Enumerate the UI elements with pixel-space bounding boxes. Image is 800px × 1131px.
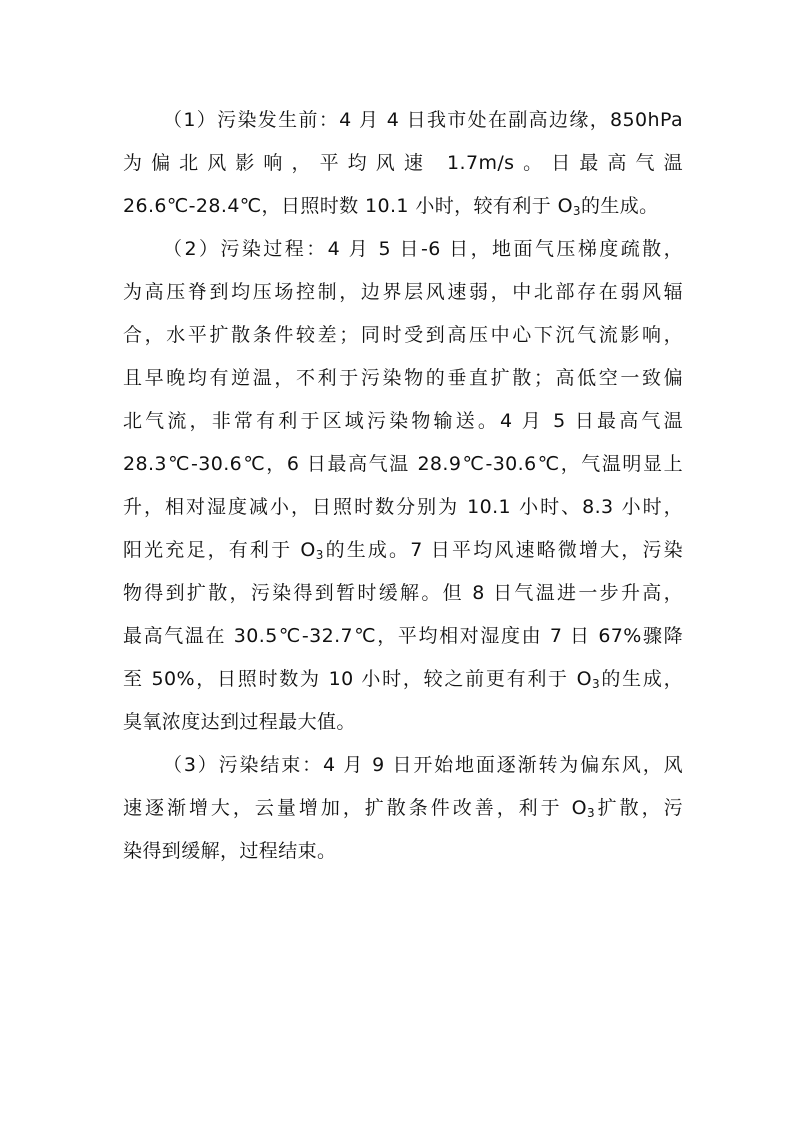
subscript-3: 3 [572, 204, 581, 218]
paragraph-2-line-2: 为高压脊到均压场控制，边界层风速弱，中北部存在弱风辐 [123, 281, 683, 303]
subscript-3: 3 [587, 806, 596, 820]
paragraph-2-line-7: 升，相对湿度减小，日照时数分别为 10.1 小时、8.3 小时， [123, 496, 683, 518]
paragraph-2-line-10: 最高气温在 30.5℃-32.7℃，平均相对湿度由 7 日 67%骤降 [123, 625, 683, 647]
paragraph-2-line-9: 物得到扩散，污染得到暂时缓解。但 8 日气温进一步升高， [123, 582, 683, 604]
paragraph-2-line-4: 且早晚均有逆温，不利于污染物的垂直扩散；高低空一致偏 [123, 367, 683, 389]
paragraph-2-line-6: 28.3℃-30.6℃，6 日最高气温 28.9℃-30.6℃，气温明显上 [123, 453, 683, 475]
paragraph-1-line-2: 为偏北风影响，平均风速 1.7m/s。日最高气温 [123, 152, 683, 174]
paragraph-2-line-5: 北气流，非常有利于区域污染物输送。4 月 5 日最高气温 [123, 410, 683, 432]
subscript-3: 3 [591, 677, 600, 691]
paragraph-3-line-1: （3）污染结束：4 月 9 日开始地面逐渐转为偏东风，风 [163, 754, 683, 776]
paragraph-2-line-1: （2）污染过程：4 月 5 日-6 日，地面气压梯度疏散， [163, 238, 683, 260]
paragraph-1-line-1: （1）污染发生前：4 月 4 日我市处在副高边缘，850hPa [163, 109, 683, 131]
paragraph-2-line-8: 阳光充足，有利于 $O_3$的生成。7 日平均风速略微增大，污染 [123, 539, 683, 562]
paragraph-3-line-2: 速逐渐增大，云量增加，扩散条件改善，利于 $O_3$扩散，污 [123, 797, 683, 820]
paragraph-1-line-3: 26.6℃-28.4℃，日照时数 10.1 小时，较有利于 $O_3$的生成。 [123, 195, 659, 218]
paragraph-3-line-3: 染得到缓解，过程结束。 [123, 840, 337, 862]
subscript-3: 3 [315, 548, 324, 562]
paragraph-2-line-12: 臭氧浓度达到过程最大值。 [123, 711, 356, 733]
paragraph-2-line-11: 至 50%，日照时数为 10 小时，较之前更有利于 $O_3$的生成， [123, 668, 683, 691]
paragraph-2-line-3: 合，水平扩散条件较差；同时受到高压中心下沉气流影响， [123, 324, 683, 346]
